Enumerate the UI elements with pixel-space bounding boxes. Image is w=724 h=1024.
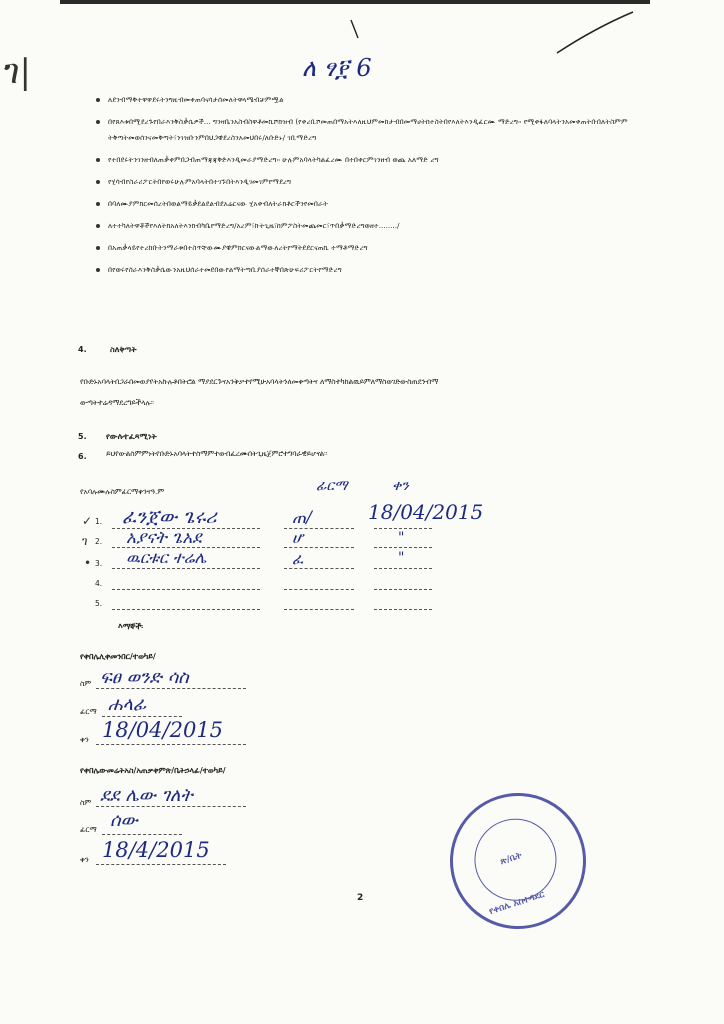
list-item: በአጠቃላይየተረከቡትንማራቱበተስጥቸውሙያዊምክርናውልማውለረትየማትደደርናጠኪ ተማቶማድረግ (108, 240, 668, 256)
list-item: ለተተካለትዋቾችየእለትክአለትእንክብካቤየማድረግ/አረም፣ኩትጊዜ፣ከምፖስትመጨመር፣ጥበቃማድረግወዘተ......../ (108, 218, 668, 234)
manager-name-label: ስም (80, 798, 92, 807)
list-item: የሂሳብየስራሪፖርትበየወሩሁሉምአባላትበተገኙበትእንዲገመገምየማደረግ (108, 174, 668, 190)
row-number: 5. (95, 599, 103, 608)
signers-header-sig: ፊርማ (316, 478, 348, 494)
row-name: ዉርቱር ተሬሌ (126, 548, 207, 567)
manager-signature: ሰው (110, 810, 138, 831)
receiver-name: ፍፀ ወንድ ሳስ (100, 667, 189, 688)
list-item: በባለሙያምክርመሰረትበወልማይቃደልደልብደአሬርናው ሂአቀብለትራክቶርችንየመበራት (108, 196, 668, 212)
list-item: ለደንብማቅተዋዋደሩትንግዚብመቀጠባናሳታሰመለትዋላሜብቻምሟል (108, 92, 668, 108)
section4-body-1: የቡድኑአባላትበጋራበመወያየትአኩሉቶበትሮል ማያደርጉናአንቅቃተየሚሁአባላትንለመቀጣትና ለማስተካከልዉይምለማስወገድውስጠደንብማ (80, 377, 439, 386)
scan-top-edge (60, 0, 650, 4)
row-date: " (398, 550, 405, 566)
pen-stroke-top-mid (348, 18, 362, 42)
row-number: 3. (95, 559, 103, 568)
receiver-sig-label: ፊርማ (80, 707, 97, 716)
list-item: በየጸእቱበሚደረጉየበራእንቅስቃሴዎች... ግንዛቤንአስብስዋቶመኪሾክዝብ (የቀረቢሾመጠበማአትእለዚህምመከታብበመማሀትከተስትበየእለትእንዲፈርሙ ማድረግ፡፡ የሚቀፋለባላትንአመቀጠትቡበለትስምም ትቅጣትመወሰንናመቅጣት፣ንገዝቡንምበህጋዊደረስንአመህበሩ/ለቡድኑ/ ገቢማድረግ (108, 114, 653, 146)
row-name-line (112, 609, 260, 610)
row-signature: ፈ (292, 550, 304, 568)
section4-number: 4. (78, 345, 87, 354)
row-name-line (112, 589, 260, 590)
manager-title: የቀበሌውመሬትአስ/አጠቃቀምጽ/ቤትኃላፊ/ተወካይ/ (80, 766, 226, 775)
row-number: 4. (95, 579, 103, 588)
row-signature: ጠ/ (292, 508, 312, 528)
section6-number: 6. (78, 452, 87, 461)
manager-date: 18/4/2015 (102, 838, 210, 862)
manager-date-label: ቀን (80, 855, 89, 864)
manager-name: ደደ ሌው ገለት (100, 785, 193, 806)
row-number: 1. (95, 517, 103, 526)
receiver-signature: ሐላፊ (108, 694, 147, 715)
row-number: 2. (95, 537, 103, 546)
row-date-line (374, 547, 432, 548)
manager-sig-line (102, 834, 182, 835)
row-date-line (374, 528, 432, 529)
receiver-title: የቀበሌሊቀመንበር/ተወካይ/ (80, 652, 156, 661)
list-item: የተበደሩትንገንዘብለጠቃቀምበጋብጠማጃጃቅድእንዲመራያማድረግ፡፡ ሁሉምአባላትካልፈረሙ በተበቀርምገንዘብ ወጨ አለማድ ረግ (108, 152, 663, 168)
signers-header: የአባሉሙሉስምፊርማቀንናዓ.ም (80, 487, 165, 496)
row-date-line (374, 568, 432, 569)
stamp-text-2: ጽ/ቤት (499, 850, 524, 868)
row-sig-line (284, 589, 354, 590)
manager-sig-label: ፊርማ (80, 825, 97, 834)
row-date-line (374, 609, 432, 610)
row-name-line (112, 568, 260, 569)
receiver-date: 18/04/2015 (102, 718, 224, 742)
row-date: " (398, 530, 405, 546)
receiver-date-line (96, 744, 246, 745)
row-name: አያናት ጌአደ (126, 528, 202, 548)
witnesses-label: እማኞች፡ (118, 622, 143, 631)
section6-text: ይህየውልስምምነትየቡድኑአባላትተስማምተውበፈረሙበትጊዜጀምሮተግባራዊይሆናል፡፡ (106, 449, 328, 458)
signers-header-date: ቀን (392, 478, 409, 494)
section4-title: ስለቅጣት (110, 345, 137, 354)
page-reference: ለ ፃ፻ 6 (302, 54, 372, 82)
row-tick: ✓ (82, 514, 93, 528)
list-item: በየወሩየስራእንቅስቃሴውንአዚህሰራተመደበውየልማትጣቢያሰራተኞበጽሁፍሪፖርትየማድረግ (108, 262, 668, 278)
official-stamp (432, 775, 603, 946)
row-sig-line (284, 609, 354, 610)
manager-name-line (96, 806, 246, 807)
receiver-name-label: ስም (80, 679, 92, 688)
receiver-sig-line (102, 716, 182, 717)
row-tick: • (84, 556, 92, 570)
corner-mark: ገ| (4, 52, 31, 92)
section4-body-2: ውጣትተሬዳማደረግይችላሉ፡፡ (80, 398, 154, 407)
row-name: ፈንጀው ጌሩሪ (122, 506, 217, 528)
section5-title: የውሉተፈጻሚነት (106, 432, 157, 441)
row-tick: ገ (82, 534, 88, 548)
row-date-line (374, 589, 432, 590)
receiver-name-line (96, 688, 246, 689)
section5-number: 5. (78, 432, 87, 441)
page-number: 2 (357, 893, 364, 903)
stamp-text-1: የቀበሌ አስተዳደር (487, 889, 546, 918)
duties-list (108, 92, 668, 284)
receiver-date-label: ቀን (80, 735, 89, 744)
row-date: 18/04/2015 (368, 500, 484, 524)
row-sig-line (284, 568, 354, 569)
row-signature: ሆ (292, 528, 303, 547)
manager-date-line (96, 864, 226, 865)
pen-stroke-top-right (555, 8, 635, 58)
